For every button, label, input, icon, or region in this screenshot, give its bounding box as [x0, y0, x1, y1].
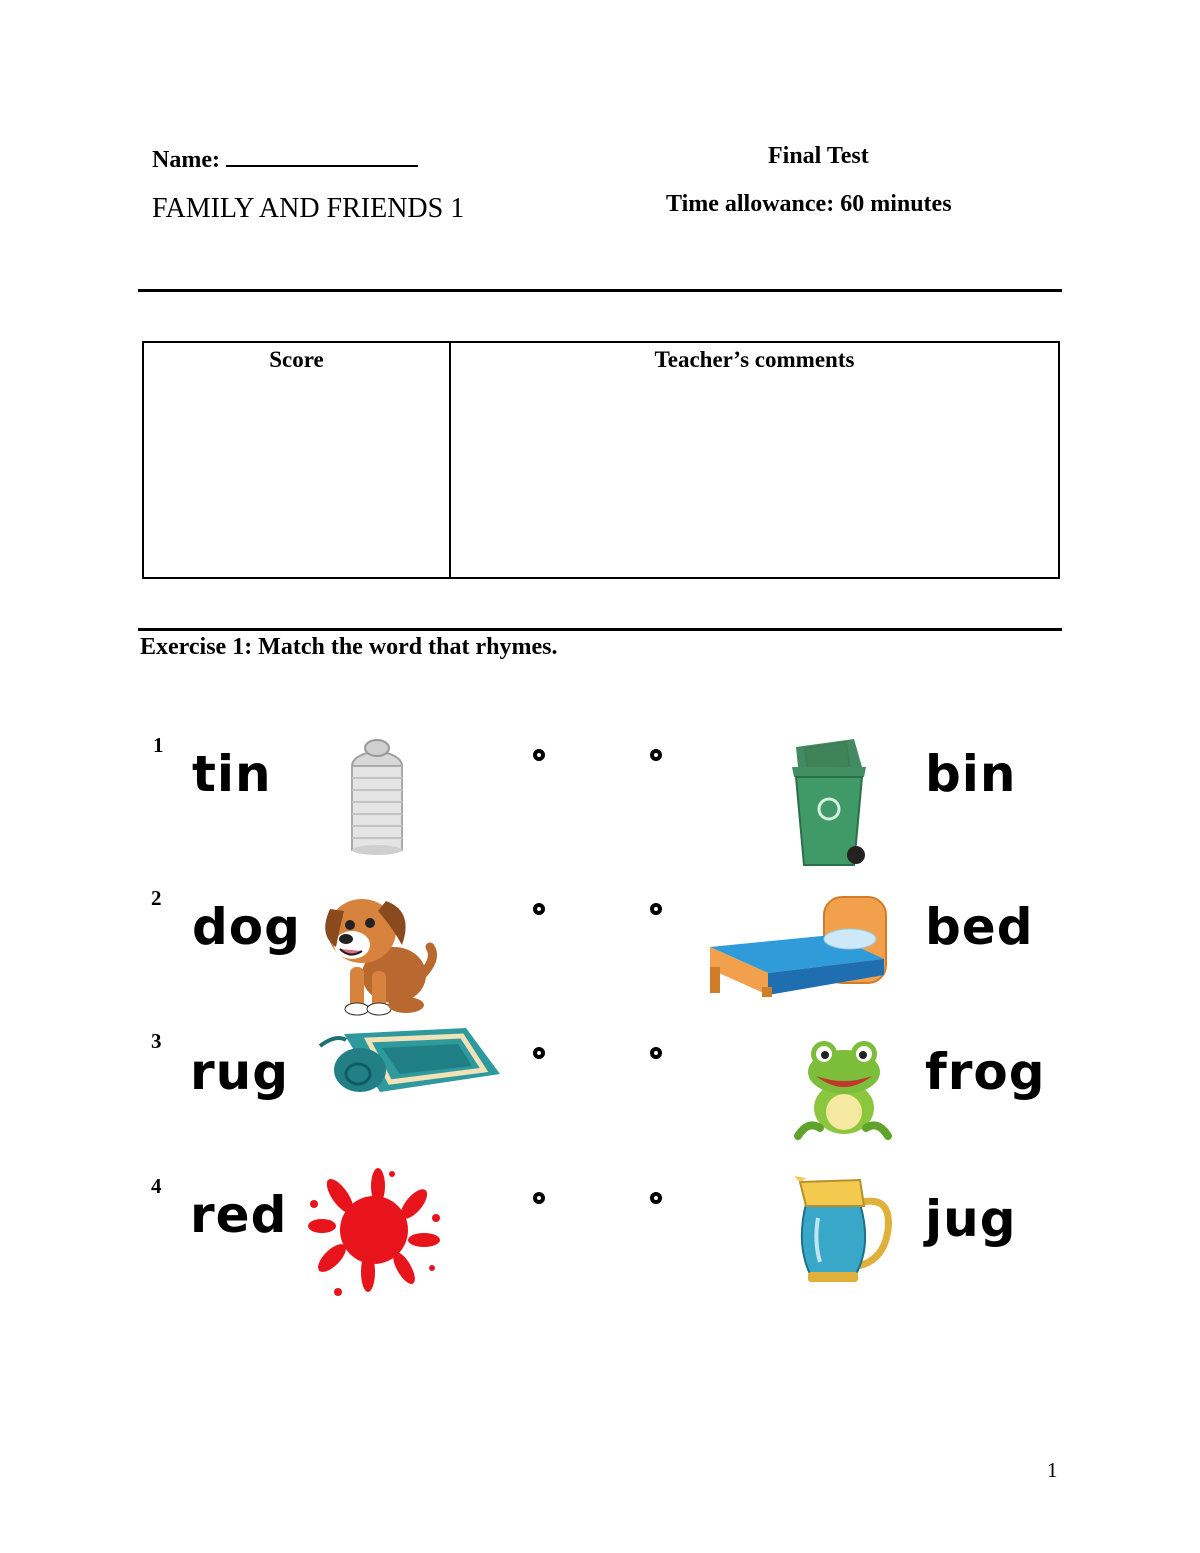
book-title: FAMILY AND FRIENDS 1	[152, 193, 465, 224]
comments-cell[interactable]	[450, 342, 1059, 578]
comments-header: Teacher’s comments	[654, 347, 855, 372]
match-dot-right[interactable]	[650, 749, 662, 761]
page-number: 1	[1047, 1458, 1058, 1482]
right-word: jug	[925, 1190, 1017, 1248]
right-word: bin	[925, 745, 1017, 803]
match-dot-left[interactable]	[533, 903, 545, 915]
score-table	[142, 341, 1060, 579]
row-number: 4	[151, 1174, 162, 1198]
row-number: 1	[153, 733, 164, 757]
time-allowance: Time allowance: 60 minutes	[666, 191, 952, 217]
rug-icon	[316, 1026, 502, 1096]
name-label: Name:	[152, 147, 220, 173]
left-word: red	[190, 1186, 288, 1244]
test-label: Final Test	[768, 143, 869, 169]
right-word: bed	[925, 898, 1034, 956]
match-dot-left[interactable]	[533, 749, 545, 761]
score-header: Score	[269, 347, 324, 372]
left-word: rug	[190, 1043, 290, 1101]
right-word: frog	[925, 1043, 1046, 1101]
match-dot-left[interactable]	[533, 1192, 545, 1204]
bed-icon	[708, 895, 890, 997]
match-dot-right[interactable]	[650, 1192, 662, 1204]
dog-icon	[322, 887, 438, 1015]
name-blank-line[interactable]	[226, 143, 418, 167]
row-number: 3	[151, 1029, 162, 1053]
tin-can-icon	[348, 738, 406, 856]
divider-top	[138, 289, 1062, 292]
frog-icon	[794, 1036, 892, 1140]
red-paint-splash-icon	[308, 1168, 442, 1296]
divider-exercise	[138, 628, 1062, 631]
match-dot-right[interactable]	[650, 1047, 662, 1059]
left-word: tin	[192, 745, 272, 803]
exercise-title: Exercise 1: Match the word that rhymes.	[140, 634, 558, 660]
left-word: dog	[192, 898, 301, 956]
name-field[interactable]	[152, 143, 418, 174]
row-number: 2	[151, 886, 162, 910]
trash-bin-icon	[790, 737, 870, 873]
match-dot-right[interactable]	[650, 903, 662, 915]
match-dot-left[interactable]	[533, 1047, 545, 1059]
jug-icon	[796, 1174, 892, 1286]
score-cell[interactable]	[143, 342, 450, 578]
